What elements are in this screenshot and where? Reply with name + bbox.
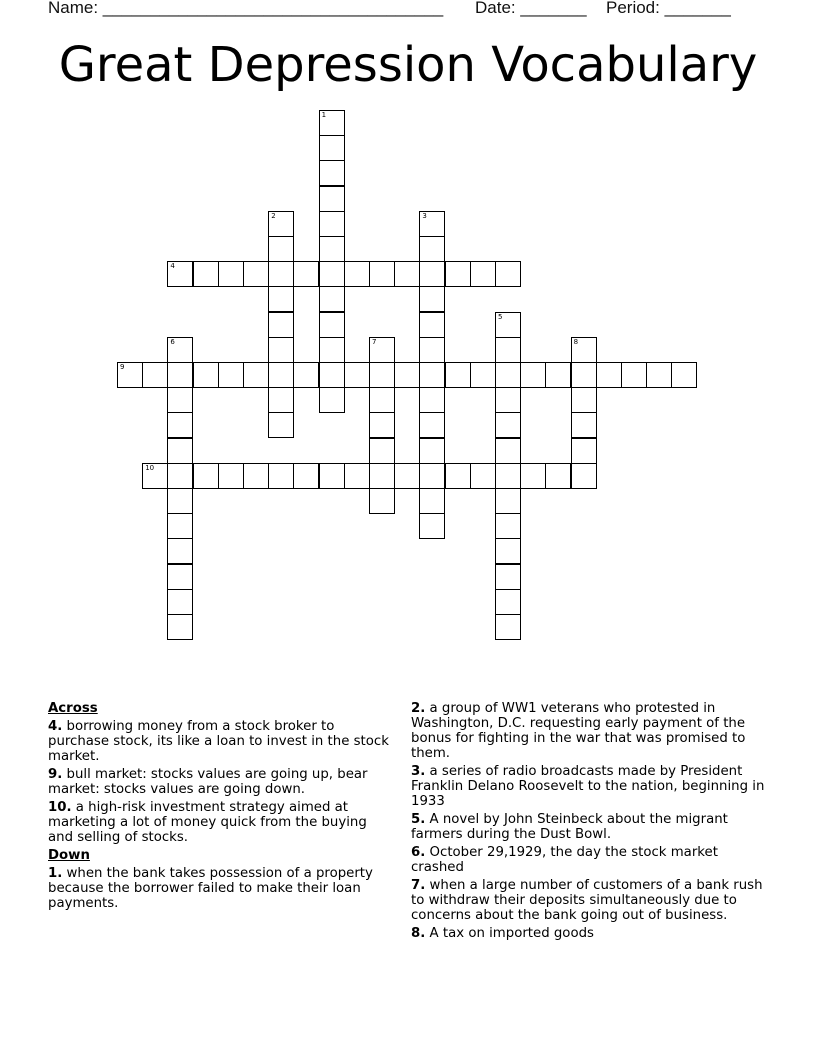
crossword-cell[interactable] [369,261,395,287]
crossword-cell[interactable] [470,261,496,287]
clue-down-3 [411,764,775,809]
clue-number: 1. [48,866,63,881]
crossword-cell[interactable] [419,236,445,262]
period-field[interactable]: Period: _______ [606,0,731,17]
clue-text: October 29,1929, the day the stock market crashed [411,845,718,875]
crossword-cell[interactable] [419,438,445,464]
crossword-cell[interactable] [520,463,546,489]
crossword-cell[interactable] [268,463,294,489]
crossword-cell[interactable] [621,362,647,388]
name-field[interactable]: Name: ____________________________________ [48,0,444,17]
crossword-cell[interactable] [419,312,445,338]
crossword-cell[interactable] [495,463,521,489]
crossword-cell[interactable] [319,186,345,212]
crossword-cell[interactable] [394,261,420,287]
clue-number: 6. [411,845,426,860]
crossword-cell[interactable] [319,463,345,489]
crossword-cell[interactable] [319,312,345,338]
crossword-cell[interactable] [369,412,395,438]
crossword-cell[interactable] [495,589,521,615]
crossword-cell[interactable] [419,488,445,514]
clue-text: borrowing money from a stock broker to purchase stock, its like a loan to invest in the stock market. [48,719,389,764]
crossword-cell[interactable] [319,337,345,363]
crossword-cell[interactable] [571,463,597,489]
crossword-cell[interactable] [319,211,345,237]
crossword-cell[interactable] [419,261,445,287]
crossword-cell[interactable] [344,261,370,287]
crossword-cell[interactable] [344,463,370,489]
crossword-cell[interactable] [445,463,471,489]
crossword-cell[interactable] [419,337,445,363]
crossword-cell[interactable] [419,463,445,489]
crossword-cell[interactable] [167,589,193,615]
crossword-cell[interactable] [268,211,294,237]
crossword-cell[interactable] [495,538,521,564]
crossword-cell[interactable] [167,261,193,287]
crossword-cell[interactable] [445,362,471,388]
crossword-cell[interactable] [419,211,445,237]
crossword-cell[interactable] [495,337,521,363]
crossword-cell[interactable] [243,463,269,489]
crossword-cell[interactable] [344,362,370,388]
cell-number: 4 [170,262,175,271]
crossword-cell[interactable] [167,538,193,564]
crossword-cell[interactable] [495,362,521,388]
crossword-cell[interactable] [369,438,395,464]
crossword-cell[interactable] [571,412,597,438]
crossword-cell[interactable] [495,261,521,287]
crossword-cell[interactable] [571,387,597,413]
clue-across-10 [48,800,394,845]
crossword-cell[interactable] [243,261,269,287]
crossword-cell[interactable] [142,463,168,489]
crossword-cell[interactable] [495,438,521,464]
crossword-cell[interactable] [470,362,496,388]
clue-number: 9. [48,767,63,782]
clue-down-5 [411,812,775,842]
crossword-cell[interactable] [319,261,345,287]
cell-number: 1 [321,111,327,119]
crossword-cell[interactable] [520,362,546,388]
crossword-cell[interactable] [419,286,445,312]
crossword-cell[interactable] [167,412,193,438]
crossword-cell[interactable] [218,362,244,388]
crossword-cell[interactable] [495,564,521,590]
crossword-cell[interactable] [167,362,193,388]
clue-number: 3. [411,764,426,779]
crossword-cell[interactable] [319,160,345,186]
cell-number: 3 [422,211,427,220]
crossword-cell[interactable] [293,463,319,489]
crossword-cell[interactable] [293,261,319,287]
crossword-cell[interactable] [394,362,420,388]
crossword-cell[interactable] [545,362,571,388]
crossword-cell[interactable] [268,286,294,312]
crossword-cell[interactable] [117,362,143,388]
cell-number: 2 [271,211,276,220]
crossword-cell[interactable] [218,261,244,287]
crossword-cell[interactable] [470,463,496,489]
clue-text: a high-risk investment strategy aimed at marketing a lot of money quick from the buying and selling of stocks. [48,800,367,845]
crossword-cell[interactable] [243,362,269,388]
clue-down-7 [411,878,775,923]
clue-text: a group of WW1 veterans who protested in Washington, D.C. requesting early payment of the bonus for fighting in the war that was promised to them. [411,701,746,761]
crossword-cell[interactable] [419,362,445,388]
clue-text: bull market: stocks values are going up, bear market: stocks values are going down. [48,767,368,797]
crossword-cell[interactable] [646,362,672,388]
clues-right-column [411,701,775,944]
crossword-cell[interactable] [319,387,345,413]
crossword-cell[interactable] [495,488,521,514]
crossword-cell[interactable] [369,488,395,514]
crossword-cell[interactable] [167,438,193,464]
crossword-cell[interactable] [394,463,420,489]
crossword-cell[interactable] [167,513,193,539]
crossword-cell[interactable] [319,362,345,388]
crossword-cell[interactable] [319,286,345,312]
crossword-cell[interactable] [369,337,395,363]
clue-number: 5. [411,812,426,827]
crossword-cell[interactable] [167,488,193,514]
crossword-cell[interactable] [495,387,521,413]
clue-number: 8. [411,926,426,941]
cell-number: 7 [372,337,377,346]
crossword-cell[interactable] [268,412,294,438]
crossword-cell[interactable] [167,387,193,413]
crossword-cell[interactable] [167,564,193,590]
crossword-cell[interactable] [445,261,471,287]
crossword-cell[interactable] [167,463,193,489]
crossword-cell[interactable] [319,110,345,136]
clues-left-column [48,701,394,914]
clue-down-2 [411,701,775,761]
crossword-cell[interactable] [495,513,521,539]
clue-down-6 [411,845,775,875]
crossword-cell[interactable] [419,513,445,539]
crossword-cell[interactable] [545,463,571,489]
crossword-cell[interactable] [193,261,219,287]
crossword-cell[interactable] [293,362,319,388]
crossword-cell[interactable] [319,135,345,161]
crossword-cell[interactable] [419,412,445,438]
crossword-cell[interactable] [319,236,345,262]
crossword-cell[interactable] [142,362,168,388]
clue-text: a series of radio broadcasts made by President Franklin Delano Roosevelt to the nation, beginning in 1933 [411,764,765,809]
crossword-cell[interactable] [167,337,193,363]
crossword-cell[interactable] [218,463,244,489]
clue-across-4 [48,719,394,764]
crossword-cell[interactable] [571,438,597,464]
crossword-cell[interactable] [369,387,395,413]
date-field[interactable]: Date: _______ [475,0,587,17]
crossword-cell[interactable] [495,312,521,338]
crossword-cell[interactable] [369,362,395,388]
crossword-cell[interactable] [571,337,597,363]
crossword-cell[interactable] [167,614,193,640]
across-heading: Across [48,701,98,716]
clue-text: when the bank takes possession of a property because the borrower failed to make their loan payments. [48,866,373,911]
cell-number: 5 [498,312,503,321]
clue-text: A tax on imported goods [429,926,594,941]
cell-number: 10 [145,463,155,472]
crossword-cell[interactable] [671,362,697,388]
crossword-cell[interactable] [369,463,395,489]
crossword-cell[interactable] [268,362,294,388]
down-heading: Down [48,848,90,863]
crossword-cell[interactable] [571,362,597,388]
clue-number: 2. [411,701,426,716]
crossword-cell[interactable] [268,337,294,363]
clue-text: A novel by John Steinbeck about the migrant farmers during the Dust Bowl. [411,812,728,842]
clue-number: 10. [48,800,72,815]
crossword-cell[interactable] [495,614,521,640]
crossword-cell[interactable] [193,463,219,489]
clue-number: 7. [411,878,426,893]
clue-number: 4. [48,719,63,734]
crossword-cell[interactable] [193,362,219,388]
crossword-cell[interactable] [268,387,294,413]
page-title: Great Depression Vocabulary [58,37,758,93]
clue-down-1 [48,866,394,911]
crossword-cell[interactable] [268,236,294,262]
clue-text: when a large number of customers of a bank rush to withdraw their deposits simultaneously due to concerns about the bank going out of business. [411,878,763,923]
cell-number: 9 [120,363,125,371]
cell-number: 8 [573,337,579,346]
crossword-cell[interactable] [268,312,294,338]
crossword-cell[interactable] [596,362,622,388]
cell-number: 6 [170,337,175,346]
crossword-cell[interactable] [419,387,445,413]
clue-across-9 [48,767,394,797]
crossword-cell[interactable] [268,261,294,287]
crossword-cell[interactable] [495,412,521,438]
clue-down-8 [411,926,775,941]
